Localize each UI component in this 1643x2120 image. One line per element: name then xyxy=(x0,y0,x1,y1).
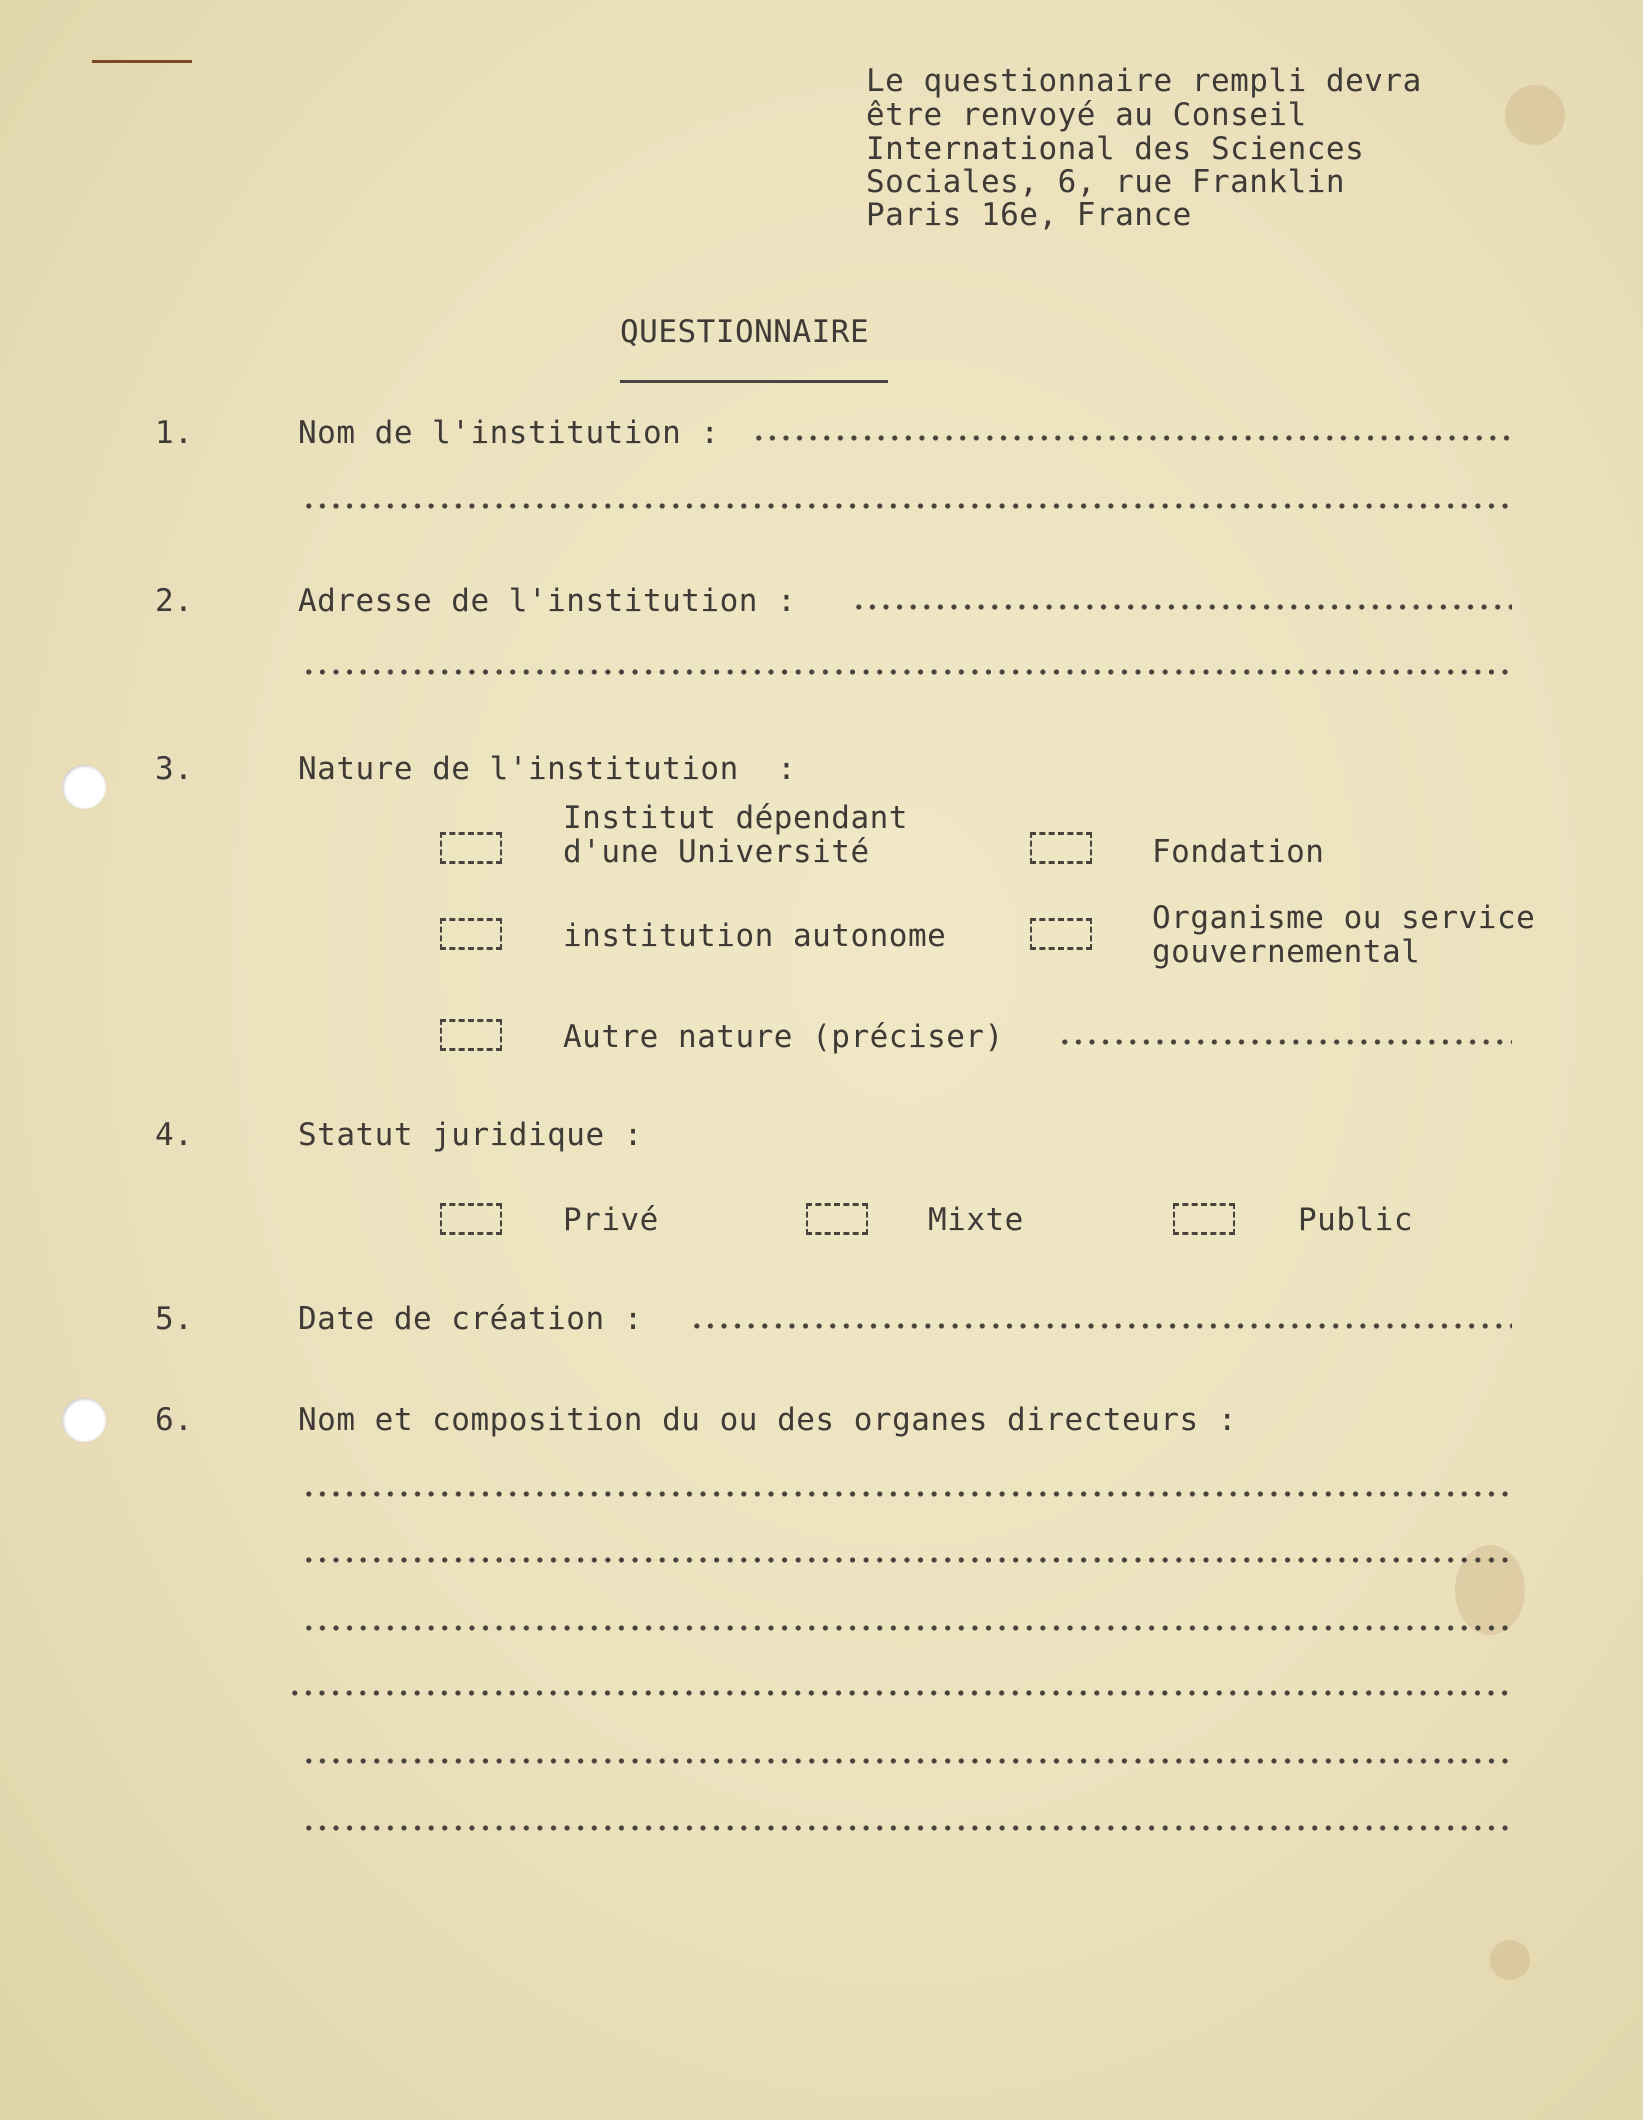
note-line: Sociales, 6, rue Franklin xyxy=(866,164,1346,200)
question-number: 2. xyxy=(155,583,194,619)
paper-stain xyxy=(1490,1940,1530,1980)
answer-line[interactable] xyxy=(302,1825,1512,1831)
checkbox-prive[interactable] xyxy=(440,1203,502,1235)
option-label: institution autonome xyxy=(563,918,947,954)
answer-line[interactable] xyxy=(752,435,1512,441)
checkbox-organisme[interactable] xyxy=(1030,918,1092,950)
answer-line[interactable] xyxy=(288,1690,1512,1696)
page-title: QUESTIONNAIRE xyxy=(620,314,870,350)
option-label: Autre nature (préciser) xyxy=(563,1019,1004,1055)
answer-line[interactable] xyxy=(302,503,1512,509)
checkbox-mixte[interactable] xyxy=(806,1203,868,1235)
question-number: 3. xyxy=(155,751,194,787)
checkbox-institut-universite[interactable] xyxy=(440,832,502,864)
option-label: Mixte xyxy=(928,1202,1024,1238)
answer-line[interactable] xyxy=(1058,1039,1512,1045)
answer-line[interactable] xyxy=(852,604,1512,610)
answer-line[interactable] xyxy=(302,1758,1512,1764)
question-label: Nom de l'institution : xyxy=(298,415,720,451)
checkbox-autre-nature[interactable] xyxy=(440,1019,502,1051)
answer-line[interactable] xyxy=(302,1625,1512,1631)
question-label: Adresse de l'institution : xyxy=(298,583,797,619)
punch-hole xyxy=(62,765,106,809)
question-label: Nature de l'institution : xyxy=(298,751,797,787)
answer-line[interactable] xyxy=(302,1557,1512,1563)
paper-tab-mark xyxy=(92,60,192,63)
answer-line[interactable] xyxy=(302,669,1512,675)
title-underline xyxy=(620,380,888,383)
question-number: 5. xyxy=(155,1301,194,1337)
option-label: d'une Université xyxy=(563,834,870,870)
option-label: Privé xyxy=(563,1202,659,1238)
option-label: gouvernemental xyxy=(1152,934,1421,970)
question-number: 1. xyxy=(155,415,194,451)
note-line: International des Sciences xyxy=(866,131,1365,167)
answer-line[interactable] xyxy=(302,1491,1512,1497)
question-label: Statut juridique : xyxy=(298,1117,643,1153)
question-number: 4. xyxy=(155,1117,194,1153)
question-label: Nom et composition du ou des organes directeurs : xyxy=(298,1402,1238,1438)
question-number: 6. xyxy=(155,1402,194,1438)
checkbox-public[interactable] xyxy=(1173,1203,1235,1235)
punch-hole xyxy=(62,1398,106,1442)
question-label: Date de création : xyxy=(298,1301,643,1337)
paper-stain xyxy=(1505,85,1565,145)
checkbox-institution-autonome[interactable] xyxy=(440,918,502,950)
option-label: Public xyxy=(1298,1202,1413,1238)
option-label: Organisme ou service xyxy=(1152,900,1536,936)
option-label: Institut dépendant xyxy=(563,800,908,836)
note-line: Le questionnaire rempli devra xyxy=(866,63,1422,99)
checkbox-fondation[interactable] xyxy=(1030,832,1092,864)
answer-line[interactable] xyxy=(690,1323,1512,1329)
note-line: être renvoyé au Conseil xyxy=(866,97,1307,133)
option-label: Fondation xyxy=(1152,834,1325,870)
note-line: Paris 16e, France xyxy=(866,197,1192,233)
